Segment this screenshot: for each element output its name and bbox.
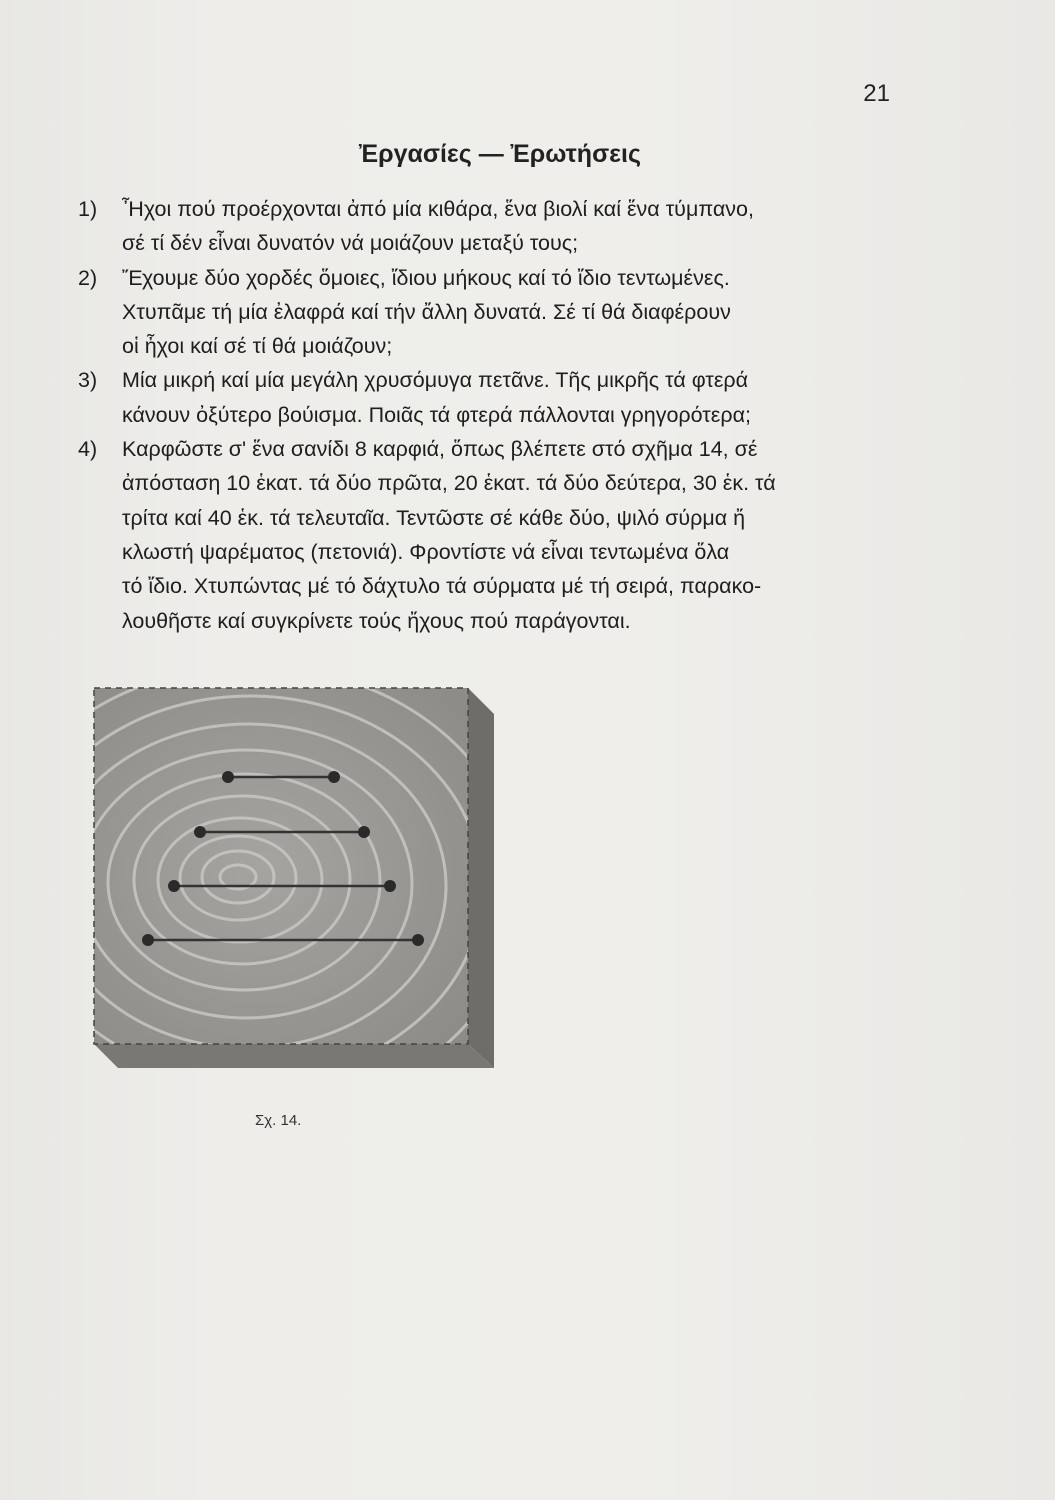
nail [328, 771, 340, 783]
page-number: 21 [863, 80, 890, 107]
question-line: οἱ ἦχοι καί σέ τί θά μοιάζουν; [122, 334, 393, 359]
question-number: 3) [78, 368, 98, 393]
page-title: Ἐργασίες — Ἐρωτήσεις [358, 140, 641, 168]
question-number: 1) [78, 197, 98, 221]
question-2 [78, 261, 908, 364]
question-number: 2) [78, 265, 98, 290]
question-number: 4) [78, 437, 98, 462]
question-1 [78, 192, 908, 261]
question-line: κάνουν ὀξύτερο βούισμα. Ποιᾶς τά φτερά πάλλονται γρηγορότερα; [122, 402, 751, 427]
nail [222, 771, 234, 783]
board-side-face [468, 688, 494, 1068]
question-line: τό ἴδιο. Χτυπώντας μέ τό δάχτυλο τά σύρματα μέ τή σειρά, παρακο- [122, 574, 762, 599]
question-text [122, 363, 908, 432]
question-text [122, 192, 908, 261]
questions-list [78, 192, 908, 638]
nail [194, 826, 206, 838]
question-text [122, 261, 908, 364]
nail [358, 826, 370, 838]
nail [168, 880, 180, 892]
figure-caption: Σχ. 14. [255, 1112, 302, 1129]
question-line: κλωστή ψαρέματος (πετονιά). Φροντίστε νά εἶναι τεντωμένα ὅλα [122, 539, 730, 564]
question-line: τρίτα καί 40 ἑκ. τά τελευταῖα. Τεντῶστε σέ κάθε δύο, ψιλό σύρμα ἤ [122, 505, 746, 530]
question-line: Ἔχουμε δύο χορδές ὅμοιες, ἴδιου μήκους καί τό ἴδιο τεντωμένες. [122, 265, 730, 290]
question-3 [78, 363, 908, 432]
question-line: Χτυπᾶμε τή μία ἐλαφρά καί τήν ἄλλη δυνατά. Σέ τί θά διαφέρουν [122, 299, 731, 324]
question-4 [78, 432, 908, 638]
question-text [122, 432, 908, 638]
question-line: λουθῆστε καί συγκρίνετε τούς ἤχους πού παράγονται. [122, 608, 631, 633]
question-line: ἀπόσταση 10 ἑκατ. τά δύο πρῶτα, 20 ἑκατ. τά δύο δεύτερα, 30 ἑκ. τά [122, 471, 776, 496]
nail [384, 880, 396, 892]
question-line: σέ τί δέν εἶναι δυνατόν νά μοιάζουν μεταξύ τους; [122, 231, 579, 256]
nail [412, 934, 424, 946]
question-line: Μία μικρή καί μία μεγάλη χρυσόμυγα πετᾶνε. Τῆς μικρῆς τά φτερά [122, 368, 749, 393]
question-line: Ἦχοι πού προέρχονται ἀπό μία κιθάρα, ἕνα βιολί καί ἕνα τύμπανο, [122, 197, 754, 221]
question-line: Καρφῶστε σ' ἕνα σανίδι 8 καρφιά, ὅπως βλέπετε στό σχῆμα 14, σέ [122, 437, 758, 462]
figure-board-with-wires [88, 682, 500, 1068]
board-bottom-face [94, 1044, 494, 1068]
nail [142, 934, 154, 946]
